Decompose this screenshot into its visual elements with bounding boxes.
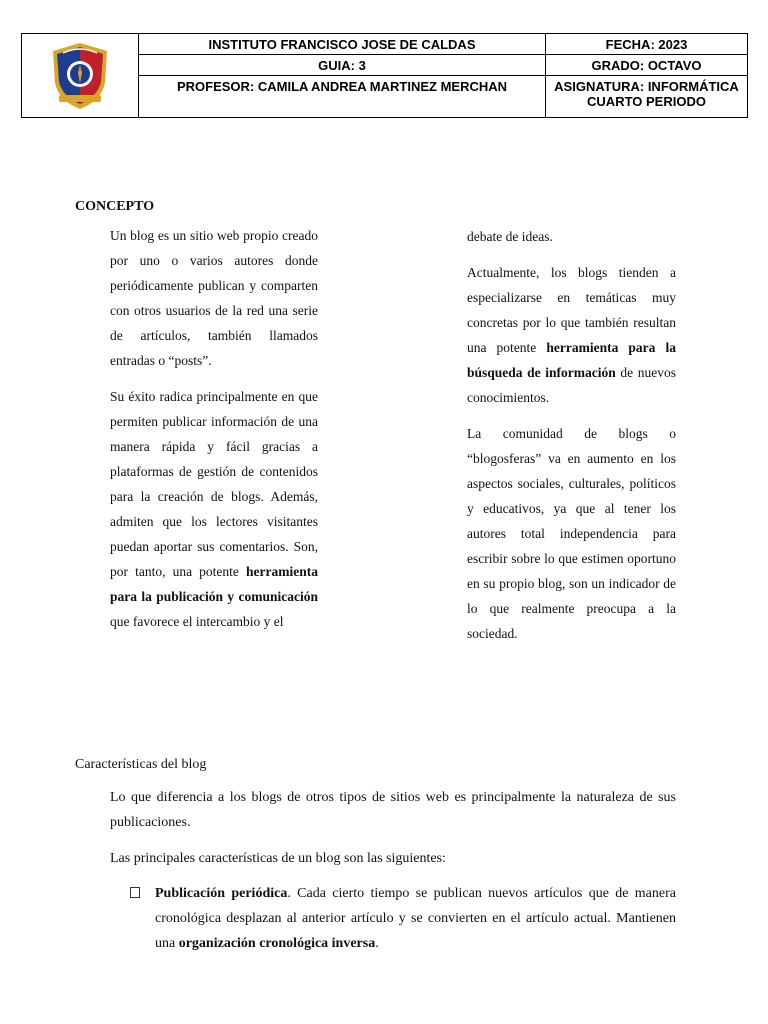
section-title-caracteristicas: Características del blog xyxy=(75,757,207,772)
concept-paragraph-2 xyxy=(110,384,318,634)
bullet-end: . xyxy=(375,936,379,951)
right-column xyxy=(467,224,676,657)
concept-paragraph-2-emphasis: herramienta para la publicación y comunicación xyxy=(110,564,318,604)
concept-paragraph-1: Un blog es un sitio web propio creado por uno o varios autores donde periódicamente publican y comparten con otros usuarios de la red una serie de artículos, también llamados entradas o “posts”. xyxy=(110,228,318,368)
institute-name: INSTITUTO FRANCISCO JOSE DE CALDAS xyxy=(139,34,546,55)
bullet-emphasis: organización cronológica inversa xyxy=(178,936,376,951)
bullet-text xyxy=(155,881,676,956)
concept-paragraph-3-emphasis: herramienta para la búsqueda de información xyxy=(467,340,676,380)
subject-cell xyxy=(546,76,748,118)
concept-paragraph-4: La comunidad de blogs o “blogosferas” va en aumento en los aspectos sociales, culturales, políticos y educativos, ya que al tener los autores total independencia para escribir sobre lo que estimen oportuno en su propio blog, son un indicador de lo que realmente preocupa a la sociedad. xyxy=(467,426,676,641)
concept-paragraph-3-tail: de nuevos conocimientos. xyxy=(467,365,676,405)
grade-cell: GRADO: OCTAVO xyxy=(546,55,748,76)
logo-cell xyxy=(22,34,139,118)
bullet-term: Publicación periódica xyxy=(155,886,288,901)
period-name: CUARTO PERIODO xyxy=(587,94,706,109)
date-cell: FECHA: 2023 xyxy=(546,34,748,55)
subject-name: ASIGNATURA: INFORMÁTICA xyxy=(554,79,739,94)
concept-paragraph-2-text: Su éxito radica principalmente en que permiten publicar información de una manera rápida y fácil gracias a plataformas de gestión de contenidos para la creación de blogs. Además, admiten que los lectores visitantes puedan aportar sus comentarios. Son, por tanto, una potente xyxy=(110,389,318,579)
concept-paragraph-3-text: Actualmente, los blogs tienden a especializarse en temáticas muy concretas por lo que también resultan una potente xyxy=(467,265,676,355)
characteristics-intro: Lo que diferencia a los blogs de otros tipos de sitios web es principalmente la naturaleza de sus publicaciones. xyxy=(110,790,676,830)
guide-number: GUIA: 3 xyxy=(139,55,546,76)
concept-paragraph-2-tail: que favorece el intercambio y el xyxy=(110,614,284,629)
section-title-concepto: CONCEPTO xyxy=(75,199,155,214)
characteristics-lead: Las principales características de un blog son las siguientes: xyxy=(110,851,446,866)
left-column xyxy=(110,223,318,645)
teacher-name: PROFESOR: CAMILA ANDREA MARTINEZ MERCHAN xyxy=(139,76,546,118)
concept-paragraph-continuation: debate de ideas. xyxy=(467,229,553,244)
bullet-description: . Cada cierto tiempo se publican nuevos artículos que de manera cronológica desplazan al anterior artículo y se convierten en el artículo actual. Mantienen una xyxy=(155,886,676,951)
header-table xyxy=(21,33,748,118)
concept-paragraph-3 xyxy=(467,260,676,410)
school-shield-logo-icon xyxy=(49,41,111,111)
square-bullet-icon xyxy=(130,887,140,898)
